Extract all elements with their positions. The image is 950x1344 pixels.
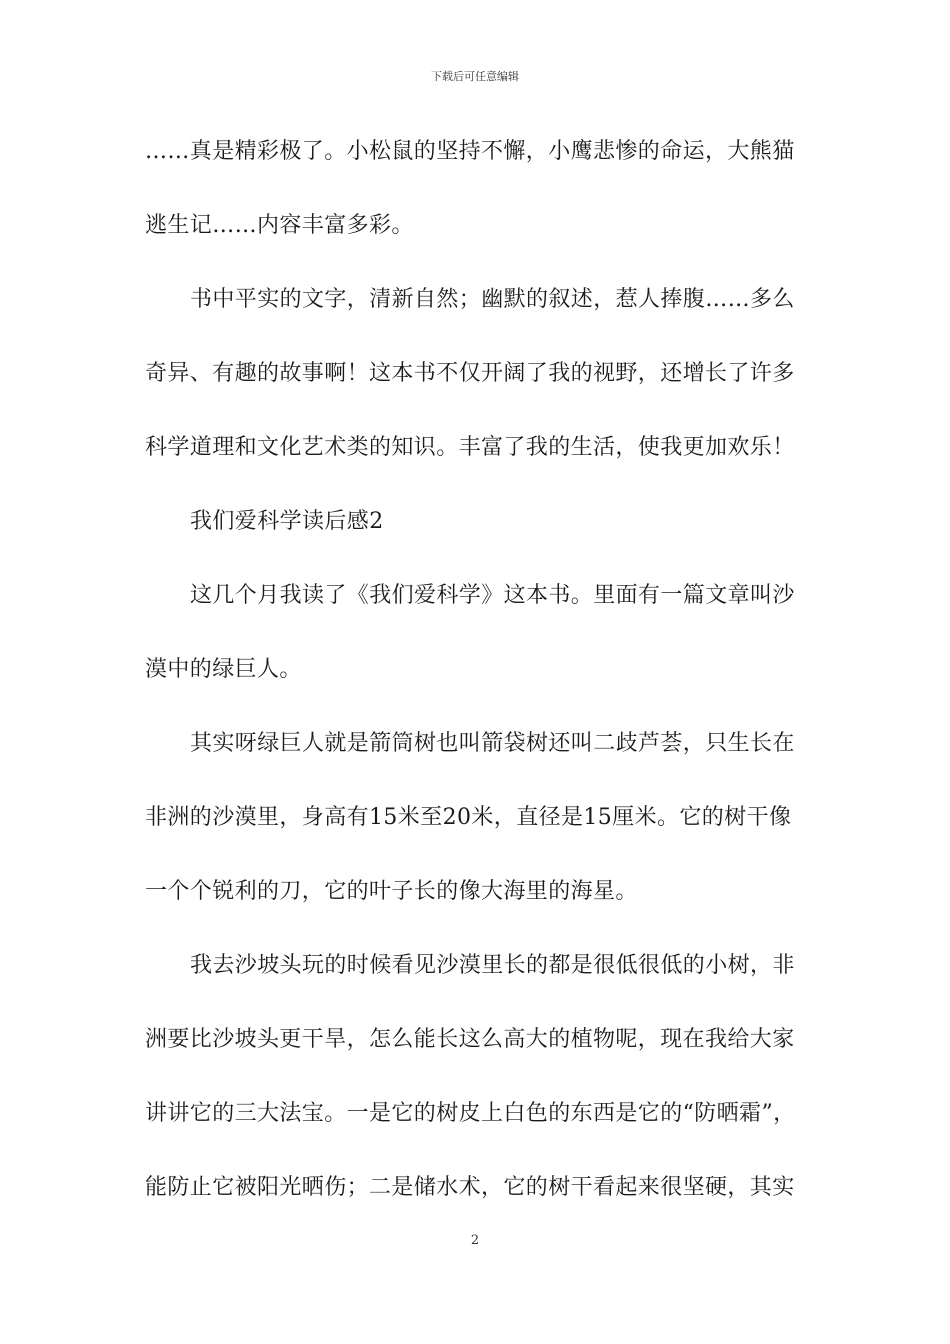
text-line: 我去沙坡头玩的时候看见沙漠里长的都是很低很低的小树，非 (190, 953, 795, 978)
text-line: ……真是精彩极了。小松鼠的坚持不懈，小鹰悲惨的命运，大熊猫 (145, 139, 795, 164)
text-line: 非洲的沙漠里，身高有15米至20米，直径是15厘米。它的树干像 (145, 805, 792, 830)
text-line: 讲讲它的三大法宝。一是它的树皮上白色的东西是它的“防晒霜”， (145, 1101, 796, 1126)
text-line: 奇异、有趣的故事啊！这本书不仅开阔了我的视野，还增长了许多 (145, 361, 795, 386)
text-line: 逃生记……内容丰富多彩。 (145, 213, 414, 238)
page-header: 下载后可任意编辑 (431, 70, 519, 83)
page-number: 2 (470, 1233, 480, 1248)
text-line: 这几个月我读了《我们爱科学》这本书。里面有一篇文章叫沙 (190, 583, 795, 608)
section-heading: 我们爱科学读后感2 (190, 509, 384, 534)
text-line: 其实呀绿巨人就是箭筒树也叫箭袋树还叫二歧芦荟，只生长在 (190, 731, 795, 756)
text-line: 一个个锐利的刀，它的叶子长的像大海里的海星。 (145, 879, 638, 904)
text-line: 科学道理和文化艺术类的知识。丰富了我的生活，使我更加欢乐！ (145, 435, 795, 460)
text-line: 漠中的绿巨人。 (145, 657, 302, 682)
text-line: 书中平实的文字，清新自然；幽默的叙述，惹人捧腹……多么 (190, 287, 795, 312)
text-line: 能防止它被阳光晒伤；二是储水术，它的树干看起来很坚硬，其实 (145, 1175, 795, 1200)
text-line: 洲要比沙坡头更干旱，怎么能长这么高大的植物呢，现在我给大家 (145, 1027, 795, 1052)
